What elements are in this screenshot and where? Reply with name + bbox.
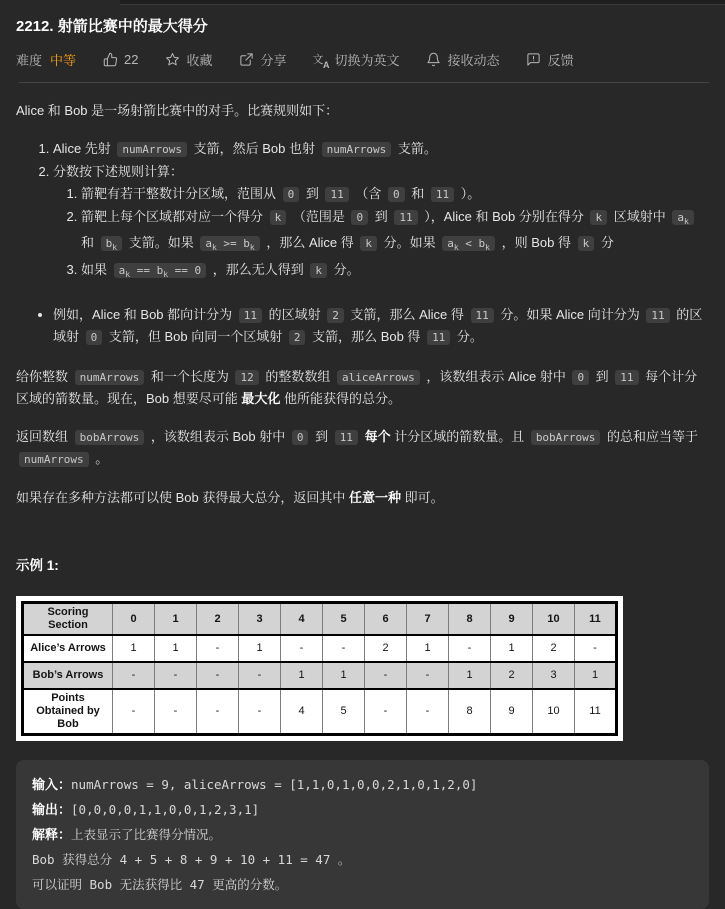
example-note-list bbox=[16, 304, 709, 348]
table-cell: 3 bbox=[533, 662, 575, 689]
table-cell: 1 bbox=[281, 662, 323, 689]
table-header-cell: 3 bbox=[239, 602, 281, 635]
table-row-label: Alice’s Arrows bbox=[23, 635, 113, 662]
table-cell: - bbox=[575, 635, 617, 662]
code-line: 可以证明 Bob 无法获得比 47 更高的分数。 bbox=[32, 876, 288, 892]
table-header-cell: 2 bbox=[197, 602, 239, 635]
table-cell: 4 bbox=[281, 689, 323, 735]
problem-statement bbox=[16, 100, 709, 508]
table-header-cell: 11 bbox=[575, 602, 617, 635]
table-cell: - bbox=[197, 689, 239, 735]
table-header-label: Scoring Section bbox=[23, 602, 113, 635]
toolbar-divider bbox=[19, 82, 709, 83]
table-header-cell: 7 bbox=[407, 602, 449, 635]
example-table-image bbox=[16, 596, 623, 741]
code-line: 输出：[0,0,0,0,1,1,0,0,1,2,3,1] bbox=[32, 801, 260, 817]
feedback-icon bbox=[526, 52, 542, 68]
likes-count: 22 bbox=[124, 52, 139, 67]
table-cell: - bbox=[239, 689, 281, 735]
rule-text: 分数按下述规则计算： bbox=[53, 164, 184, 179]
table-cell: - bbox=[449, 635, 491, 662]
example-heading: 示例 1: bbox=[16, 557, 59, 573]
list-item bbox=[53, 161, 709, 286]
table-cell: - bbox=[407, 689, 449, 735]
table-row bbox=[23, 689, 617, 735]
translate-icon: 文 A bbox=[312, 53, 330, 70]
table-row-label: Points Obtained by Bob bbox=[23, 689, 113, 735]
table-cell: - bbox=[113, 689, 155, 735]
table-row bbox=[23, 662, 617, 689]
like-button[interactable] bbox=[102, 52, 138, 68]
star-icon bbox=[165, 52, 181, 68]
table-cell: - bbox=[239, 662, 281, 689]
page-title: 2212. 射箭比赛中的最大得分 bbox=[16, 18, 208, 35]
table-cell: 2 bbox=[533, 635, 575, 662]
table-cell: 1 bbox=[113, 635, 155, 662]
code-line: 输入：numArrows = 9, aliceArrows = [1,1,0,1,0,0,2,1,0,1,2,0] bbox=[32, 776, 478, 792]
table-header-cell: 1 bbox=[155, 602, 197, 635]
table-header-cell: 4 bbox=[281, 602, 323, 635]
thumbs-up-icon bbox=[102, 52, 118, 68]
table-cell: - bbox=[197, 635, 239, 662]
table-cell: 5 bbox=[323, 689, 365, 735]
switch-language-button[interactable] bbox=[313, 50, 400, 69]
code-line: Bob 获得总分 4 + 5 + 8 + 9 + 10 + 11 = 47 。 bbox=[32, 851, 351, 867]
switch-language-label: 切换为英文 bbox=[334, 53, 400, 68]
table-cell: 10 bbox=[533, 689, 575, 735]
table-cell: 1 bbox=[239, 635, 281, 662]
feedback-label: 反馈 bbox=[547, 53, 574, 68]
favorite-label: 收藏 bbox=[186, 53, 213, 68]
intro-paragraph: Alice 和 Bob 是一场射箭比赛中的对手。比赛规则如下： bbox=[16, 103, 339, 118]
table-cell: - bbox=[323, 635, 365, 662]
tie-paragraph: 如果存在多种方法都可以使 Bob 获得最大总分，返回其中 任意一种 即可。 bbox=[16, 489, 444, 505]
table-cell: 1 bbox=[449, 662, 491, 689]
scoring-table bbox=[21, 601, 618, 736]
list-item: 1. 箭靶有若干整数计分区域，范围从 0 到 11 （含 0 和 11 ）。 bbox=[81, 183, 709, 205]
bell-icon bbox=[426, 52, 442, 68]
table-cell: 2 bbox=[491, 662, 533, 689]
code-line: 解释：上表显示了比赛得分情况。 bbox=[32, 826, 222, 842]
table-cell: - bbox=[365, 689, 407, 735]
scoring-rules-list bbox=[53, 183, 709, 286]
table-cell: - bbox=[155, 662, 197, 689]
table-cell: 9 bbox=[491, 689, 533, 735]
table-cell: 1 bbox=[407, 635, 449, 662]
table-cell: - bbox=[155, 689, 197, 735]
table-cell: 1 bbox=[323, 662, 365, 689]
table-cell: 1 bbox=[155, 635, 197, 662]
table-row-label: Bob’s Arrows bbox=[23, 662, 113, 689]
table-header-cell: 6 bbox=[365, 602, 407, 635]
table-header-cell: 9 bbox=[491, 602, 533, 635]
table-row bbox=[23, 635, 617, 662]
subscribe-button[interactable] bbox=[426, 50, 500, 69]
share-label: 分享 bbox=[260, 53, 287, 68]
difficulty-label: 难度 bbox=[16, 53, 43, 68]
table-header-cell: 5 bbox=[323, 602, 365, 635]
favorite-button[interactable] bbox=[165, 50, 213, 69]
rules-list bbox=[16, 138, 709, 286]
share-icon bbox=[239, 52, 255, 68]
table-cell: 1 bbox=[491, 635, 533, 662]
table-cell: 1 bbox=[575, 662, 617, 689]
table-cell: - bbox=[113, 662, 155, 689]
table-cell: 11 bbox=[575, 689, 617, 735]
example-code-block bbox=[16, 760, 709, 909]
rule-text: Alice 先射 numArrows 支箭，然后 Bob 也射 numArrows 支箭。 bbox=[53, 141, 437, 156]
list-item: 3. 如果 $a_k == b_k == 0$ ，那么无人得到 k 分。 bbox=[81, 259, 709, 285]
toolbar bbox=[16, 50, 709, 69]
table-header-cell: 0 bbox=[113, 602, 155, 635]
difficulty bbox=[16, 50, 76, 69]
list-item: 2. 箭靶上每个区域都对应一个得分 k （范围是 0 到 11 ），Alice 和 Bob 分别在得分 k 区域射中 $a_k$ 和 $b_k$ 支箭。如果 $a_k >= b_k$ ，那么 Alice 得 k 分。如果 $a_k < b_k$ ，则 Bob 得 k 分 bbox=[81, 206, 709, 258]
feedback-button[interactable] bbox=[526, 50, 574, 69]
table-cell: - bbox=[281, 635, 323, 662]
list-item: • 例如，Alice 和 Bob 都向计分为 11 的区域射 2 支箭，那么 Alice 得 11 分。如果 Alice 向计分为 11 的区域射 0 支箭，但 Bob 向同一个区域射 2 支箭，那么 Bob 得 11 分。 bbox=[53, 304, 709, 348]
subscribe-label: 接收动态 bbox=[447, 53, 500, 68]
list-item bbox=[53, 138, 709, 160]
input-paragraph: 给你整数 numArrows 和一个长度为 12 的整数数组 aliceArrows ，该数组表示 Alice 射中 0 到 11 每个计分区域的箭数量。现在，Bob 想要尽可能 最大化 他所能获得的总分。 bbox=[16, 368, 698, 406]
share-button[interactable] bbox=[239, 50, 287, 69]
table-cell: 2 bbox=[365, 635, 407, 662]
table-header-cell: 10 bbox=[533, 602, 575, 635]
table-cell: - bbox=[365, 662, 407, 689]
difficulty-badge: 中等 bbox=[50, 53, 77, 68]
return-paragraph: 返回数组 bobArrows ，该数组表示 Bob 射中 0 到 11 每个 计分区域的箭数量。且 bobArrows 的总和应当等于 numArrows 。 bbox=[16, 428, 699, 466]
table-cell: 8 bbox=[449, 689, 491, 735]
top-panel-edge bbox=[120, 0, 725, 5]
table-cell: - bbox=[407, 662, 449, 689]
table-cell: - bbox=[197, 662, 239, 689]
table-header-cell: 8 bbox=[449, 602, 491, 635]
